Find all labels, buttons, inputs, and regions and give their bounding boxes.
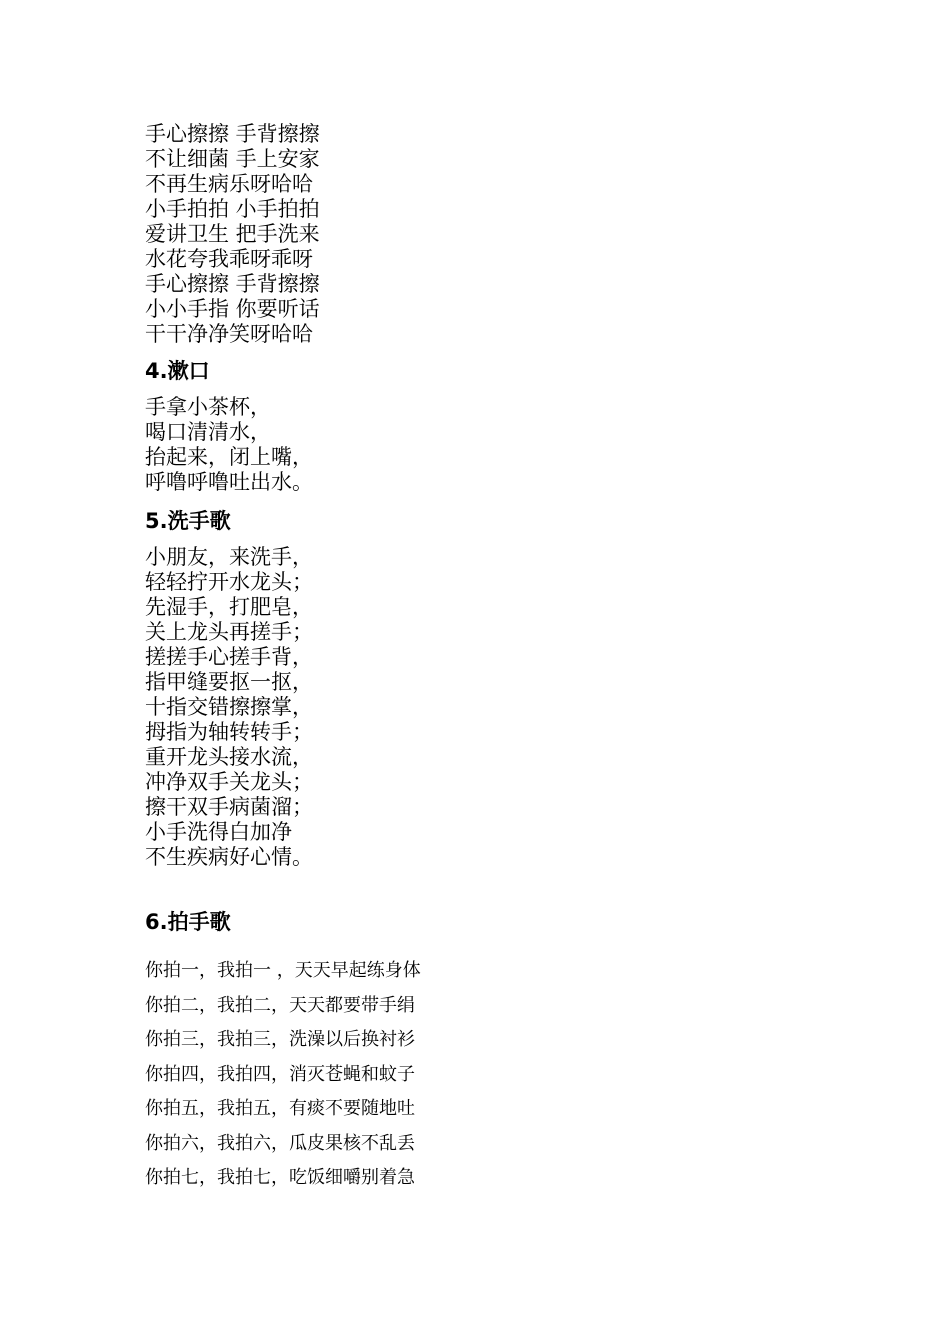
verse-line: 先湿手，打肥皂， [145, 595, 313, 619]
verse-line: 你拍五，我拍五，有痰不要随地吐 [145, 1098, 415, 1119]
verse-line: 重开龙头接水流， [145, 745, 313, 769]
verse-line: 指甲缝要抠一抠， [145, 670, 313, 694]
verse-line: 你拍三，我拍三，洗澡以后换衬衫 [145, 1029, 415, 1050]
verse-line: 十指交错擦擦掌， [145, 695, 313, 719]
verse-line: 不生疾病好心情。 [145, 845, 313, 869]
intro-verse [145, 122, 845, 347]
section-heading-handwash: 5.洗手歌 [145, 509, 231, 533]
verse-line: 手心擦擦 手背擦擦 [145, 272, 320, 296]
verse-line: 不让细菌 手上安家 [145, 147, 320, 171]
verse-line: 你拍七，我拍七，吃饭细嚼别着急 [145, 1167, 415, 1188]
verse-line: 喝口清清水， [145, 420, 271, 444]
section-heading-clapping: 6.拍手歌 [145, 910, 231, 934]
verse-line: 水花夸我乖呀乖呀 [145, 247, 313, 271]
verse-line: 抬起来，闭上嘴， [145, 445, 313, 469]
verse-line: 小朋友，来洗手， [145, 545, 313, 569]
verse-line: 擦干双手病菌溜； [145, 795, 313, 819]
verse-line: 小手洗得白加净 [145, 820, 292, 844]
verse-line: 手拿小茶杯， [145, 395, 271, 419]
verse-line: 拇指为轴转转手； [145, 720, 313, 744]
section-heading-rinse: 4.漱口 [145, 359, 210, 383]
verse-line: 小小手指 你要听话 [145, 297, 320, 321]
verse-line: 爱讲卫生 把手洗来 [145, 222, 320, 246]
document-page [145, 122, 845, 1196]
verse-line: 关上龙头再搓手； [145, 620, 313, 644]
rinse-verse [145, 395, 845, 495]
verse-line: 不再生病乐呀哈哈 [145, 172, 313, 196]
clapping-verse [145, 954, 845, 1196]
verse-line: 小手拍拍 小手拍拍 [145, 197, 320, 221]
verse-line: 手心擦擦 手背擦擦 [145, 122, 320, 146]
verse-line: 搓搓手心搓手背， [145, 645, 313, 669]
verse-line: 你拍二，我拍二，天天都要带手绢 [145, 994, 415, 1016]
verse-line: 你拍一，我拍一 ，天天早起练身体 [145, 960, 421, 981]
verse-line: 你拍六，我拍六，瓜皮果核不乱丢 [145, 1132, 415, 1154]
verse-line: 轻轻拧开水龙头； [145, 570, 313, 594]
verse-line: 呼噜呼噜吐出水。 [145, 470, 313, 494]
verse-line: 你拍四，我拍四，消灭苍蝇和蚊子 [145, 1063, 415, 1085]
handwash-verse [145, 545, 845, 870]
verse-line: 冲净双手关龙头； [145, 770, 313, 794]
verse-line: 干干净净笑呀哈哈 [145, 322, 313, 346]
